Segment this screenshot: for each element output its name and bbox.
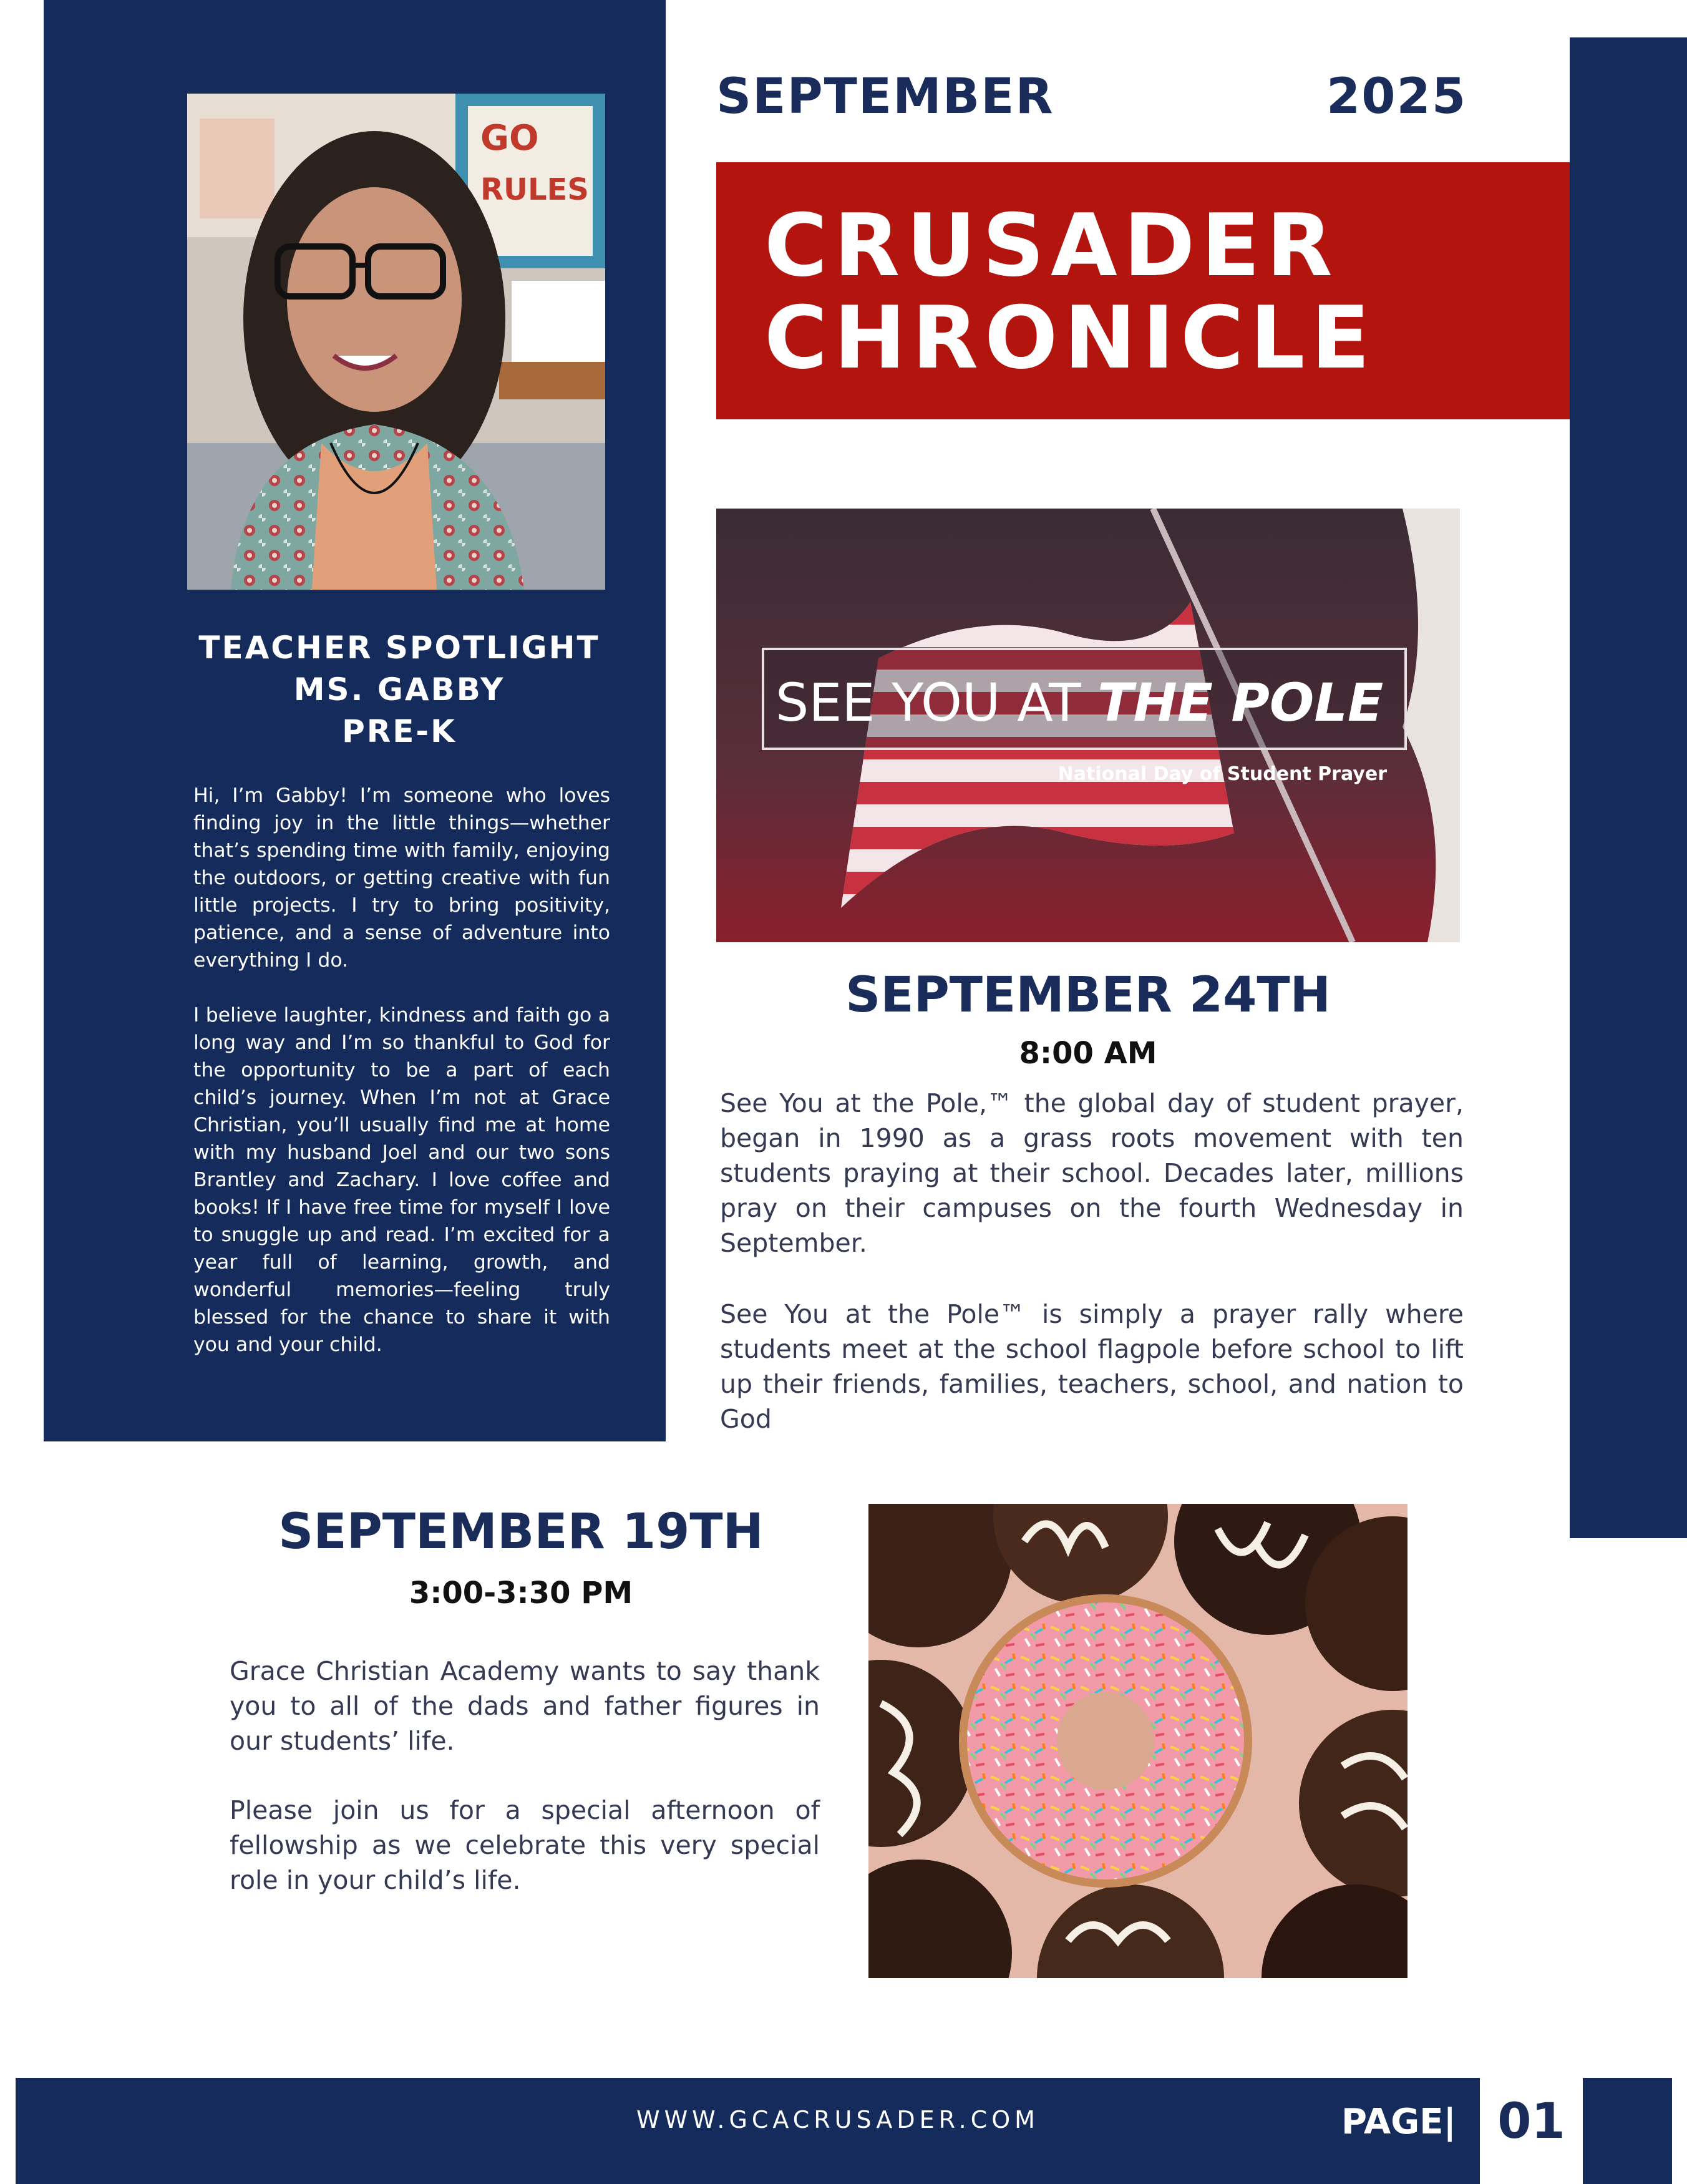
page-label: PAGE| (1341, 2102, 1456, 2142)
issue-year: 2025 (1326, 69, 1467, 125)
pole-event-time: 8:00 AM (1019, 1036, 1157, 1071)
pole-image-title-prefix: SEE YOU AT (775, 672, 1098, 733)
pole-image-title-bold: THE POLE (1097, 672, 1384, 733)
newsletter-title (764, 195, 1376, 388)
spotlight-heading (187, 627, 611, 753)
dads-event-time: 3:00-3:30 PM (409, 1576, 633, 1611)
title-line: CRUSADER (764, 195, 1339, 296)
page-number: 01 (1497, 2094, 1565, 2150)
photo-sign-text: RULES (480, 172, 589, 207)
pole-image-subtitle: National Day of Student Prayer (1057, 763, 1387, 785)
title-banner (716, 162, 1570, 419)
pole-description-paragraph: See You at the Pole,™ the global day of student prayer, began in 1990 as a grass roots movement with ten students praying at their school. Decades later, millions pray on their campuses on the fourth Wednesday in September. (720, 1088, 1464, 1258)
dads-description-paragraph: Grace Christian Academy wants to say thank you to all of the dads and father figures in our students’ life. (230, 1656, 820, 1756)
photo-sign-text: GO (480, 118, 539, 158)
donuts-image (868, 1504, 1407, 1978)
pole-description-paragraph: See You at the Pole™ is simply a prayer rally where students meet at the school flagpole before school to lift up their friends, families, teachers, school, and nation to God (720, 1299, 1464, 1434)
dads-description-paragraph: Please join us for a special afternoon of fellowship as we celebrate this very special role in your child’s life. (230, 1795, 820, 1895)
pole-image-title (775, 672, 1383, 733)
issue-month: SEPTEMBER (716, 69, 1054, 125)
right-accent-bar (1570, 37, 1687, 1538)
pole-event-date: SEPTEMBER 24TH (845, 967, 1331, 1023)
spotlight-title: TEACHER SPOTLIGHT (198, 630, 600, 666)
teacher-name: MS. GABBY (293, 671, 505, 708)
teacher-bio-paragraph: I believe laughter, kindness and faith go a long way and I’m so thankful to God for the opportunity to be a part of each child’s journey. When I’m not at Grace Christian, you’ll usually find me at home with my husband Joel and our two sons Brantley and Zachary. I love coffee and books! If I have free time for myself I love to snuggle up and read. I’m excited for a year full of learning, growth, and wonderful memories—feeling truly blessed for the chance to share it with you and your child. (193, 1004, 610, 1356)
website-url[interactable]: WWW.GCACRUSADER.COM (636, 2106, 1039, 2133)
teacher-bio-paragraph: Hi, I’m Gabby! I’m someone who loves finding joy in the little things—whether that’s spending time with family, enjoying the outdoors, or getting creative with fun little projects. I try to bring positivity, patience, and a sense of adventure into everything I do. (193, 784, 610, 972)
dads-event-date: SEPTEMBER 19TH (278, 1504, 764, 1560)
teacher-grade: PRE-K (342, 713, 457, 749)
teacher-photo (187, 94, 605, 590)
title-line: CHRONICLE (764, 288, 1376, 388)
see-you-at-the-pole-image (716, 509, 1460, 942)
